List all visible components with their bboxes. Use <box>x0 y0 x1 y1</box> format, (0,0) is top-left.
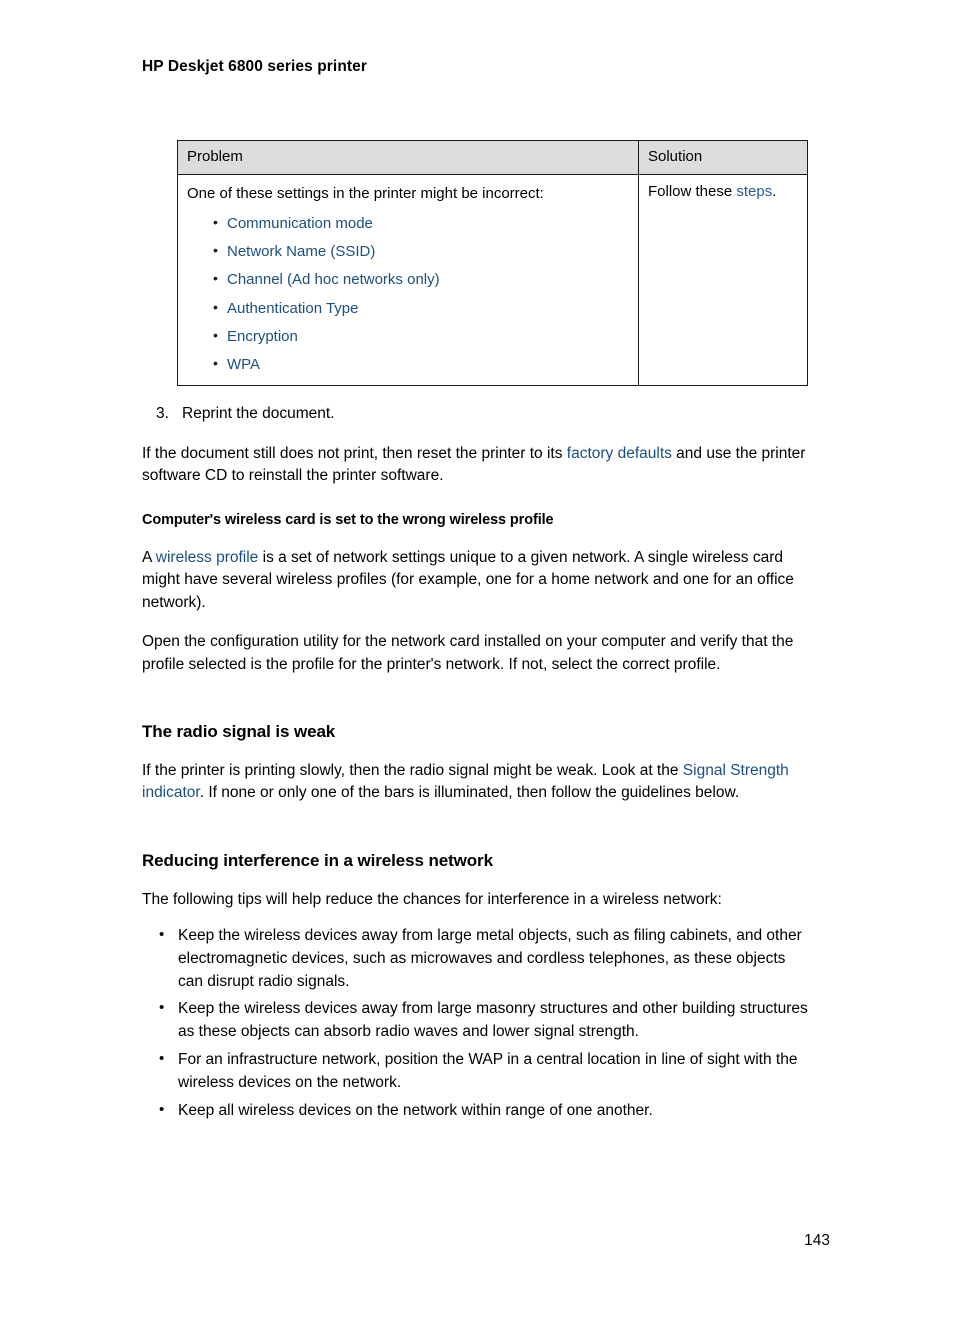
paragraph-wireless-profile-definition <box>142 547 810 614</box>
solution-text-suffix: . <box>772 183 777 200</box>
link-steps[interactable]: steps <box>736 183 773 200</box>
step-text: Reprint the document. <box>182 405 335 423</box>
list-item <box>213 242 629 262</box>
paragraph-open-configuration-utility: Open the configuration utility for the network card installed on your computer and verify that the profile selected is the profile for the printer's network. If not, select the correct profile. <box>142 633 794 673</box>
reset-text-part2: and use the printer software CD to reinstall the printer software. <box>142 444 806 484</box>
list-item <box>213 214 629 234</box>
list-item <box>213 270 629 290</box>
paragraph-reset-printer <box>142 443 810 488</box>
list-item: • For an infrastructure network, position the WAP in a central location in line of sight with the wireless devices on the network. <box>159 1049 810 1095</box>
problem-cell <box>178 175 639 386</box>
page-number: 143 <box>804 1232 830 1249</box>
radio-text-part2: . If none or only one of the bars is illuminated, then follow the guidelines below. <box>199 784 740 802</box>
numbered-step-3 <box>156 402 810 425</box>
link-network-name-ssid[interactable]: Network Name (SSID) <box>227 243 376 260</box>
link-wpa[interactable]: WPA <box>227 356 261 373</box>
settings-link-list <box>187 214 629 376</box>
radio-text-part1: If the printer is printing slowly, then the radio signal might be weak. Look at the <box>142 761 683 779</box>
link-encryption[interactable]: Encryption <box>227 327 298 345</box>
link-authentication-type[interactable]: Authentication Type <box>227 299 359 317</box>
list-item <box>213 299 629 319</box>
solution-text-prefix: Follow these <box>648 183 737 200</box>
solution-cell <box>639 175 808 386</box>
list-item <box>213 327 629 347</box>
heading-reducing-interference: Reducing interference in a wireless network <box>142 850 493 870</box>
page-content <box>142 140 810 1127</box>
paragraph-radio-signal <box>142 760 810 805</box>
paragraph-tips-intro: The following tips will help reduce the chances for interference in a wireless network: <box>142 890 722 908</box>
heading-wireless-card: Computer's wireless card is set to the wrong wireless profile <box>142 512 554 529</box>
link-channel[interactable]: Channel (Ad hoc networks only) <box>227 271 440 289</box>
running-header: HP Deskjet 6800 series printer <box>142 58 368 75</box>
column-header-problem: Problem <box>178 141 639 175</box>
heading-radio-signal-weak: The radio signal is weak <box>142 722 336 742</box>
interference-tips-list <box>142 925 810 1122</box>
profile-text-part1: A <box>142 548 156 566</box>
link-signal-strength-indicator[interactable]: Signal Strength indicator <box>142 761 789 802</box>
column-header-solution: Solution <box>639 141 808 175</box>
link-factory-defaults[interactable]: factory defaults <box>566 444 672 462</box>
list-item: • Keep the wireless devices away from large masonry structures and other building structures as these objects can absorb radio waves and lower signal strength. <box>159 998 810 1044</box>
problem-intro-text: One of these settings in the printer might be incorrect: <box>187 185 544 202</box>
table-row <box>178 175 808 386</box>
reset-text-part1: If the document still does not print, then reset the printer to its <box>142 444 567 462</box>
problem-solution-table <box>177 140 808 386</box>
step-number: 3. <box>156 405 169 423</box>
link-wireless-profile[interactable]: wireless profile <box>155 548 259 566</box>
link-communication-mode[interactable]: Communication mode <box>227 214 373 232</box>
list-item: • Keep the wireless devices away from large metal objects, such as filing cabinets, and other electromagnetic devices, such as microwaves and cordless telephones, as these objects can disrupt radio signals. <box>159 925 810 993</box>
table-header-row <box>178 141 808 175</box>
list-item <box>213 355 629 375</box>
list-item: • Keep all wireless devices on the network within range of one another. <box>159 1100 810 1123</box>
profile-text-part2: is a set of network settings unique to a given network. A single wireless card might have several wireless profiles (for example, one for a home network and one for an office network). <box>142 548 794 611</box>
